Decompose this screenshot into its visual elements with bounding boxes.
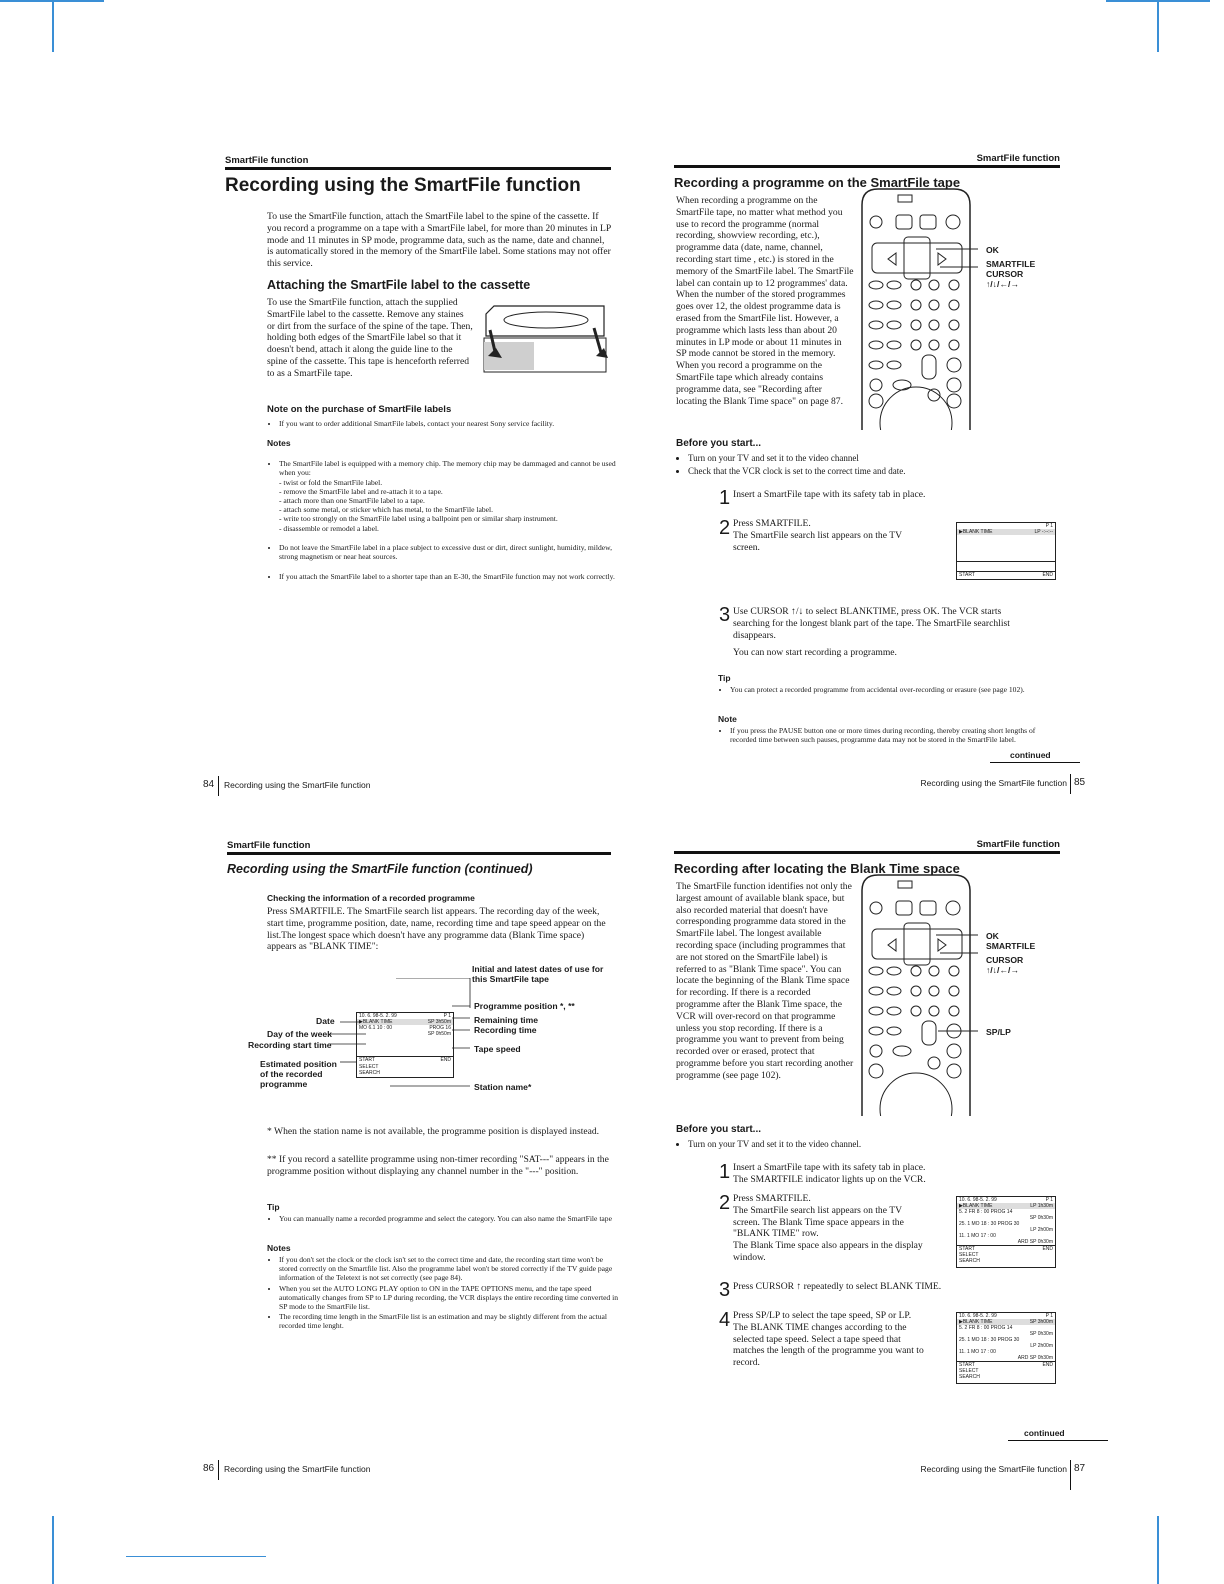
note-heading: Note on the purchase of SmartFile labels xyxy=(267,404,452,415)
step-text: Use CURSOR ↑/↓ to select BLANKTIME, press OK. The VCR starts searching for the longest blank part of the tape. The SmartFile searchlist disappears. xyxy=(733,606,1010,641)
crop-mark xyxy=(1106,0,1210,2)
screen-row-value: PROG 16 xyxy=(429,1025,451,1031)
screen-row-value: SP 3h00m xyxy=(1029,1319,1053,1325)
notes-item: • When you set the AUTO LONG PLAY option to ON in the TAPE OPTIONS menu, and the tape speed automatically changes from SP to LP during recording, the VCR displays the entire recording time converted in SP mode to the SmartFile list. xyxy=(279,1284,623,1312)
continued-label: continued xyxy=(1024,1428,1065,1438)
footer-text: Recording using the SmartFile function xyxy=(920,778,1067,788)
screen-select: SELECT xyxy=(959,1252,979,1258)
step-number: 3 xyxy=(719,604,731,626)
screen-row-value: P 1 xyxy=(443,1013,451,1019)
step-text: Insert a SmartFile tape with its safety tab in place. The SMARTFILE indicator lights up on the VCR. xyxy=(733,1162,926,1185)
tip-heading: Tip xyxy=(267,1202,280,1212)
step-number: 1 xyxy=(719,1161,731,1183)
before-list xyxy=(676,1139,1068,1152)
screen-row: 25. 1 MO 18 : 30 PROG 30 xyxy=(959,1337,1020,1343)
footnote-1: * When the station name is not available, the programme position is displayed instead. xyxy=(267,1126,600,1137)
screen-row: 11. 1 MO 17 : 00 xyxy=(959,1233,996,1239)
screen-start: START xyxy=(959,1246,975,1252)
notes-list xyxy=(267,1255,623,1332)
page-title: Recording a programme on the SmartFile tape xyxy=(674,175,961,190)
smartfile-screen xyxy=(956,522,1056,580)
screen-row: 25. 1 MO 18 : 30 PROG 30 xyxy=(959,1221,1020,1227)
remote-label-cursor: CURSOR xyxy=(986,269,1024,279)
crop-mark xyxy=(126,1556,266,1557)
step-text: Press SMARTFILE. The SmartFile search list appears on the TV screen. xyxy=(733,518,902,553)
header-rule xyxy=(225,167,611,170)
screen-row: 11. 1 MO 17 : 00 xyxy=(959,1349,996,1355)
header-rule xyxy=(227,852,611,855)
label-date: Date xyxy=(316,1016,335,1026)
section-label: SmartFile function xyxy=(976,153,1060,164)
continued-rule xyxy=(990,762,1080,763)
screen-row: 10. 6. 98-5. 2. 99 xyxy=(959,1197,997,1203)
page-title: Recording after locating the Blank Time space xyxy=(674,861,960,876)
footer-rule xyxy=(218,776,219,796)
before-item: • Check that the VCR clock is set to the correct time and date. xyxy=(688,466,1068,478)
remote-illustration xyxy=(858,185,978,430)
notes-list xyxy=(267,450,623,591)
before-item: • Turn on your TV and set it to the video channel. xyxy=(688,1139,1068,1151)
remote-label-cursor: CURSOR xyxy=(986,955,1024,965)
continued-label: continued xyxy=(1010,750,1051,760)
screen-row: 10. 6. 98-5. 2. 99 xyxy=(959,1313,997,1319)
page-title: Recording using the SmartFile function xyxy=(225,175,581,196)
footer-rule xyxy=(1070,1460,1071,1490)
label-recording-start-time: Recording start time xyxy=(248,1040,332,1050)
attach-text: To use the SmartFile function, attach the supplied SmartFile label to the cassette. Remove any staines or dirt from the surface of the spine of the tape. Then, holding both edges of the SmartFile label so that it doesn't bend, attach it along the guide line to the spine of the cassette. This tape is henceforth referred to as a SmartFile tape. xyxy=(267,297,473,379)
footer-text: Recording using the SmartFile function xyxy=(224,780,371,790)
remote-label-ok: OK xyxy=(986,931,999,941)
screen-row-value: SP 3h50m xyxy=(427,1019,451,1025)
screen-row: ▶BLANK TIME xyxy=(959,1203,993,1209)
notes-heading: Notes xyxy=(267,1243,291,1253)
before-item: • Turn on your TV and set it to the video channel xyxy=(688,453,1068,465)
page-number: 86 xyxy=(203,1463,215,1474)
screen-end: END xyxy=(1042,1362,1053,1368)
screen-row-value: P 1 xyxy=(1045,1197,1053,1203)
screen-row: LP 2h00m xyxy=(1030,1227,1053,1233)
tip-list xyxy=(267,1214,623,1224)
screen-row-value: P 1 xyxy=(1045,1313,1053,1319)
tip-heading: Tip xyxy=(718,673,731,683)
screen-end: END xyxy=(1042,1246,1053,1252)
smartfile-list-screen xyxy=(956,1196,1056,1268)
step-number: 3 xyxy=(719,1279,731,1301)
note-heading: Note xyxy=(718,714,737,724)
tip-list xyxy=(718,685,1070,695)
label-remaining-time: Remaining time xyxy=(474,1015,538,1025)
screen-row-value: LP 1h30m xyxy=(1030,1203,1053,1209)
note-list xyxy=(718,726,1060,745)
screen-page: P 1 xyxy=(1045,523,1053,529)
step-text: Press SMARTFILE. The SmartFile search list appears on the TV screen. The Blank Time space appears in the "BLANK TIME" row. The Blank Time space also appears in the display window. xyxy=(733,1193,923,1263)
screen-start: START xyxy=(959,572,975,578)
screen-row: MO 6.1 10 : 00 xyxy=(359,1025,393,1031)
step-number: 2 xyxy=(719,517,731,539)
label-programme-position: Programme position *, ** xyxy=(474,1001,575,1011)
footer-rule xyxy=(1070,774,1071,794)
screen-row: 5. 2 FR 8 : 00 PROG 14 xyxy=(959,1209,1013,1215)
screen-start: START xyxy=(359,1057,375,1063)
crop-mark xyxy=(1157,0,1159,52)
screen-row: 10. 6. 98-5. 2. 99 xyxy=(359,1013,397,1019)
check-text: Press SMARTFILE. The SmartFile search list appears. The recording day of the week, start time, programme position, date, name, recording time and tape speed appear on the list.The longest space which doesn't have any programme data (Blank Time space) appears as "BLANK TIME": xyxy=(267,906,606,953)
attach-heading: Attaching the SmartFile label to the cassette xyxy=(267,278,531,292)
screen-select: SELECT xyxy=(959,1368,979,1374)
tip-item: • You can manually name a recorded programme and select the category. You can also name the SmartFile tape xyxy=(279,1214,623,1223)
footer-rule xyxy=(218,1460,219,1480)
screen-row: SP 0h30m xyxy=(1029,1331,1053,1337)
intro-text: To use the SmartFile function, attach the SmartFile label to the spine of the cassette. If you record a programme on a tape with a SmartFile label, for more than 20 minutes in LP mode and 11 minutes in SP mode, programme data, such as the name, date and channel, is automatically stored in the memory of the SmartFile label. Some stations may not offer this service. xyxy=(267,211,611,270)
section-label: SmartFile function xyxy=(227,840,311,851)
crop-mark xyxy=(1157,1516,1159,1584)
screen-start: START xyxy=(959,1362,975,1368)
remote-label-arrows: ↑/↓/←/→ xyxy=(986,965,1019,975)
label-initial-latest-dates: Initial and latest dates of use for this SmartFile tape xyxy=(472,964,604,984)
screen-row: SP 0h50m xyxy=(427,1031,451,1037)
screen-search: SEARCH xyxy=(959,1258,980,1264)
note-item: • If you press the PAUSE button one or more times during recording, thereby creating short lengths of recorded time between such pauses, programme data may not be stored in the SmartFile label. xyxy=(730,726,1060,744)
notes-heading: Notes xyxy=(267,438,291,448)
label-estimated-position: Estimated position of the recorded programme xyxy=(260,1059,337,1089)
section-label: SmartFile function xyxy=(225,155,309,166)
page-title: Recording using the SmartFile function (continued) xyxy=(227,862,533,876)
remote-illustration xyxy=(858,871,978,1116)
notes-item: • Do not leave the SmartFile label in a place subject to excessive dust or dirt, direct sunlight, humidity, mildew, strong magnetism or near heat sources. xyxy=(279,543,623,561)
screen-row: SP 0h30m xyxy=(1029,1215,1053,1221)
screen-search: SEARCH xyxy=(959,1374,980,1380)
before-list xyxy=(676,453,1068,479)
label-recording-time: Recording time xyxy=(474,1025,537,1035)
page-number: 85 xyxy=(1074,777,1086,788)
step-number: 4 xyxy=(719,1309,731,1331)
remote-label-ok: OK xyxy=(986,245,999,255)
step-text: Press CURSOR ↑ repeatedly to select BLANK TIME. xyxy=(733,1281,942,1292)
step-number: 2 xyxy=(719,1192,731,1214)
note-item: • If you want to order additional SmartFile labels, contact your nearest Sony service facility. xyxy=(279,419,623,428)
header-rule xyxy=(674,165,1060,168)
header-rule xyxy=(674,851,1060,854)
smartfile-list-screen xyxy=(956,1312,1056,1384)
diagram-leader-lines xyxy=(330,978,480,1096)
remote-label-arrows: ↑/↓/←/→ xyxy=(986,279,1019,289)
screen-row: 5. 2 FR 8 : 00 PROG 14 xyxy=(959,1325,1013,1331)
step-text: Insert a SmartFile tape with its safety tab in place. xyxy=(733,489,926,500)
body-text: The SmartFile function identifies not only the largest amount of available blank space, but also recorded material that doesn't have corresponding programme data stored in the SmartFile label. The longest available recording space (including programmes that are not stored on the SmartFile label) is referred to as "Blank Time space". You can locate the beginning of the Blank Time space for recording. If there is a recorded programme after the Blank Time space, the VCR will over-record on that programme unless you stop recording. If there is a programme you want to prevent from being recorded over or erased, protect that programme before you start recording another programme (see page 102). xyxy=(676,881,854,1081)
page-number: 87 xyxy=(1074,1463,1086,1474)
screen-row: ▶BLANK TIME xyxy=(959,1319,993,1325)
step-text: Press SP/LP to select the tape speed, SP or LP. The BLANK TIME changes according to the selected tape speed. Select a tape speed that matches the length of the programme you want to record. xyxy=(733,1310,924,1369)
notes-item: • If you attach the SmartFile label to a shorter tape than an E-30, the SmartFile function may not work correctly. xyxy=(279,572,623,581)
remote-label-sp-lp: SP/LP xyxy=(986,1027,1011,1037)
notes-item: • The recording time length in the SmartFile list is an estimation and may be slightly different from the actual recorded time lenght. xyxy=(279,1312,623,1330)
continued-rule xyxy=(1008,1440,1108,1441)
screen-select: SELECT xyxy=(359,1064,379,1070)
body-text: When recording a programme on the SmartFile tape, no matter what method you use to record the programme (normal recording, showview recording, etc.), programme data (date, name, channel, recording start time , etc.) is stored in the memory of the SmartFile label. The SmartFile label can contain up to 12 programmes' data. When the number of the stored programmes goes over 12, the oldest programme data is erased from the SmartFile list. However, a programme which lasts less than about 20 minutes in LP mode or about 11 minutes in SP mode cannot be stored in the memory. When you record a programme on the SmartFile tape which already contains programme data, see "Recording after locating the Blank Time space" on page 87. xyxy=(676,195,854,407)
crop-mark xyxy=(52,0,54,52)
label-tape-speed: Tape speed xyxy=(474,1044,521,1054)
step-extra: You can now start recording a programme. xyxy=(733,647,897,658)
footnote-2: ** If you record a satellite programme using non-timer recording "SAT---" appears in the programme position without displaying any channel number in the "---" position. xyxy=(267,1154,609,1177)
screen-end: END xyxy=(1042,572,1053,578)
screen-row: ▶BLANK TIME xyxy=(959,529,993,535)
screen-row: ARD SP 0h30m xyxy=(1017,1239,1053,1245)
before-heading: Before you start... xyxy=(676,438,762,449)
crop-mark xyxy=(52,1516,54,1584)
screen-row: LP 2h00m xyxy=(1030,1343,1053,1349)
cassette-illustration xyxy=(476,300,612,380)
footer-text: Recording using the SmartFile function xyxy=(224,1464,371,1474)
before-heading: Before you start... xyxy=(676,1124,762,1135)
section-label: SmartFile function xyxy=(976,839,1060,850)
label-station-name: Station name* xyxy=(474,1082,532,1092)
remote-label-smartfile: SMARTFILE xyxy=(986,259,1036,269)
check-heading: Checking the information of a recorded programme xyxy=(267,893,475,903)
screen-row: ▶BLANK TIME xyxy=(359,1019,393,1025)
screen-row-value: LP -:--:-- xyxy=(1034,529,1053,535)
remote-label-smartfile: SMARTFILE xyxy=(986,941,1036,951)
screen-row: ARD SP 0h30m xyxy=(1017,1355,1053,1361)
notes-item: • If you don't set the clock or the clock isn't set to the correct time and date, the recording start time won't be stored correctly on the Smartfile list. Also the programme label won't be stored correctly if the TV guide page information of the Teletext is not set correctly (see page 84). xyxy=(279,1255,623,1283)
notes-item: • The SmartFile label is equipped with a memory chip. The memory chip may be dammaged and cannot be used when you: - twist or fold the SmartFile label. - remove the SmartFile label and re-attach it to a tape. - attach more than one SmartFile label to a tape. - attach some metal, or sticker which has metal, to the SmartFile label. - write too strongly on the SmartFile label using a ballpoint pen or similar sharp instrument. - disassemble or remodel a label. xyxy=(279,459,623,533)
screen-end: END xyxy=(440,1057,451,1063)
crop-mark xyxy=(0,0,104,2)
note-list xyxy=(267,419,623,429)
screen-search: SEARCH xyxy=(359,1070,380,1076)
label-day-of-week: Day of the week xyxy=(267,1029,332,1039)
step-number: 1 xyxy=(719,487,731,509)
tip-item: • You can protect a recorded programme from accidental over-recording or erasure (see page 102). xyxy=(730,685,1070,694)
page-number: 84 xyxy=(203,779,215,790)
footer-text: Recording using the SmartFile function xyxy=(920,1464,1067,1474)
